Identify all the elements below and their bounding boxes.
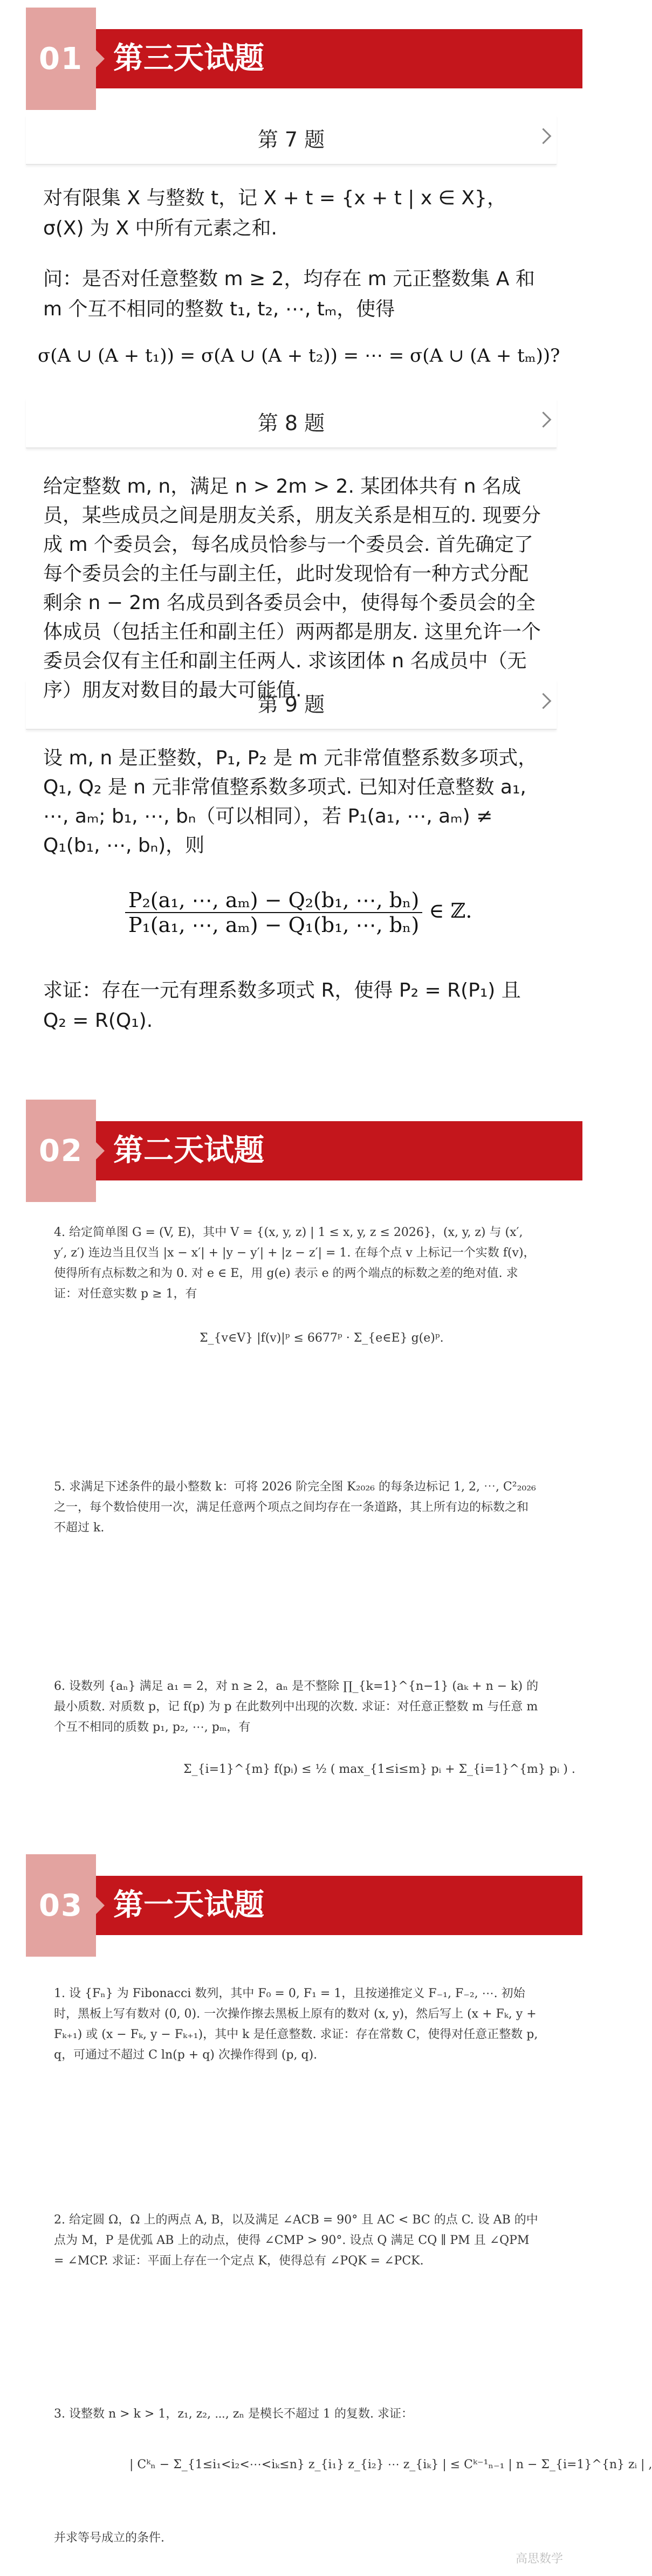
section-number: 03 xyxy=(39,1888,83,1923)
q7-formula: σ(A ∪ (A + t₁)) = σ(A ∪ (A + t₂)) = ⋯ = σ(A ∪ (A + tₘ))? xyxy=(38,345,560,367)
q9-fraction xyxy=(125,888,472,937)
day2-q6-text: 6. 设数列 {aₙ} 满足 a₁ = 2，对 n ≥ 2，aₙ 是不整除 ∏_{k=1}^{n−1} (aₖ + n − k) 的最小质数. 对质数 p，记 f(p) 为 p 在此数列中出现的次数. 求证：对任意正整数 m 与任意 m 个互不相同的质数 p₁, p₂, ⋯, pₘ，有 xyxy=(54,1680,539,1734)
section-title: 第一天试题 xyxy=(113,1888,264,1923)
question-title: 第 9 题 xyxy=(257,693,325,716)
day1-q1-text: 1. 设 {Fₙ} 为 Fibonacci 数列，其中 F₀ = 0, F₁ = 1，且按递推定义 F₋₁, F₋₂, ⋯. 初始时，黑板上写有数对 (0, 0). 一次操作擦去黑板上原有的数对 (x, y)，然后写上 (x + Fₖ, y + Fₖ₊₁) 或 (x − Fₖ, y − Fₖ₊₁)，其中 k 是任意整数. 求证：存在常数 C，使得对任意正整数 p, q，可通过不超过 C ln(p + q) 次操作得到 (p, q). xyxy=(54,1987,538,2062)
fraction xyxy=(125,888,422,937)
q8-body: 给定整数 m, n，满足 n > 2m > 2. 某团体共有 n 名成员，某些成员之间是朋友关系，朋友关系是相互的. 现要分成 m 个委员会，每名成员恰参与一个委员会. 首先确定了每个委员会的主任与副主任，此时发现恰有一种方式分配剩余 n − 2m 名成员到各委员会中，使得每个委员会的全体成员（包括主任和副主任）两两都是朋友. 这里允许一个委员会仅有主任和副主任两人. 求该团体 n 名成员中（无序）朋友对数目的最大可能值. xyxy=(43,475,541,701)
banner-bar xyxy=(26,1121,582,1180)
section-number-box xyxy=(26,1100,96,1202)
watermark: 高思数学 xyxy=(515,2552,563,2566)
section-number-box xyxy=(26,1854,96,1957)
day1-q2-text: 2. 给定圆 Ω，Ω 上的两点 A, B，以及满足 ∠ACB = 90° 且 AC < BC 的点 C. 设 AB 的中点为 M，P 是优弧 AB 上的动点，使得 ∠CMP > 90°. 设点 Q 满足 CQ ∥ PM 且 ∠QPM = ∠MCP. 求证：平面上存在一个定点 K，使得总有 ∠PQK = ∠PCK. xyxy=(54,2213,538,2268)
q7-definition: 对有限集 X 与整数 t，记 X + t = {x + t | x ∈ X}，σ(X) 为 X 中所有元素之和. xyxy=(43,187,506,239)
question-header-7[interactable] xyxy=(26,115,557,165)
q9-conclusion: 求证：存在一元有理系数多项式 R，使得 P₂ = R(P₁) 且 Q₂ = R(Q₁). xyxy=(43,979,521,1032)
section-number: 01 xyxy=(39,41,83,77)
day2-q4-formula: Σ_{v∈V} |f(v)|ᵖ ≤ 6677ᵖ · Σ_{e∈E} g(e)ᵖ. xyxy=(200,1331,444,1345)
section-number: 02 xyxy=(39,1133,83,1169)
fraction-tail: ∈ ℤ. xyxy=(429,899,472,923)
question-header-8[interactable] xyxy=(26,399,557,448)
question-title: 第 7 题 xyxy=(257,128,325,151)
day1-q3-tail: 并求等号成立的条件. xyxy=(54,2531,164,2545)
day2-q4-text: 4. 给定简单图 G = (V, E)，其中 V = {(x, y, z) | 1 ≤ x, y, z ≤ 2026}，(x, y, z) 与 (x′, y′, z′) 连边当且仅当 |x − x′| + |y − y′| + |z − z′| = 1. 在每个点 v 上标记一个实数 f(v)，使得所有点标数之和为 0. 对 e ∈ E，用 g(e) 表示 e 的两个端点的标数之差的绝对值. 求证：对任意实数 p ≥ 1，有 xyxy=(54,1226,536,1301)
day1-q3-text: 3. 设整数 n > k > 1，z₁, z₂, ⋯, zₙ 是模长不超过 1 的复数. 求证： xyxy=(54,2407,413,2421)
q9-body: 设 m, n 是正整数，P₁, P₂ 是 m 元非常值整系数多项式，Q₁, Q₂ 是 n 元非常值整系数多项式. 已知对任意整数 a₁, ⋯, aₘ; b₁, ⋯, bₙ（可以相同），若 P₁(a₁, ⋯, aₘ) ≠ Q₁(b₁, ⋯, bₙ)，则 xyxy=(43,747,538,857)
section-title: 第二天试题 xyxy=(113,1133,264,1168)
section-banner-day2 xyxy=(0,1100,582,1202)
fraction-denominator: P₁(a₁, ⋯, aₘ) − Q₁(b₁, ⋯, bₙ) xyxy=(128,913,420,937)
day2-q6-formula: Σ_{i=1}^{m} f(pᵢ) ≤ ½ ( max_{1≤i≤m} pᵢ + Σ_{i=1}^{m} pᵢ ) . xyxy=(183,1763,575,1776)
section-number-box xyxy=(26,8,96,110)
q7-question: 问：是否对任意整数 m ≥ 2，均存在 m 元正整数集 A 和 m 个互不相同的整数 t₁, t₂, ⋯, tₘ，使得 xyxy=(43,268,535,320)
fraction-numerator: P₂(a₁, ⋯, aₘ) − Q₂(b₁, ⋯, bₙ) xyxy=(125,888,422,913)
question-title: 第 8 题 xyxy=(257,411,325,435)
section-banner-day1 xyxy=(0,1854,582,1957)
question-header-9[interactable] xyxy=(26,680,557,730)
banner-bar xyxy=(26,29,582,88)
section-banner-day3 xyxy=(0,8,582,110)
day2-q5-text: 5. 求满足下述条件的最小整数 k：可将 2026 阶完全图 K₂₀₂₆ 的每条边标记 1, 2, ⋯, C²₂₀₂₆ 之一，每个数恰使用一次，满足任意两个项点之间均存在一条道路，其上所有边的标数之和不超过 k. xyxy=(54,1480,536,1535)
banner-bar xyxy=(26,1876,582,1935)
section-title: 第三天试题 xyxy=(113,41,264,76)
day1-q3-formula: | Cᵏₙ − Σ_{1≤i₁<i₂<⋯<iₖ≤n} z_{i₁} z_{i₂} ⋯ z_{iₖ} | ≤ Cᵏ⁻¹ₙ₋₁ | n − Σ_{i=1}^{n} zᵢ | , xyxy=(129,2458,652,2471)
